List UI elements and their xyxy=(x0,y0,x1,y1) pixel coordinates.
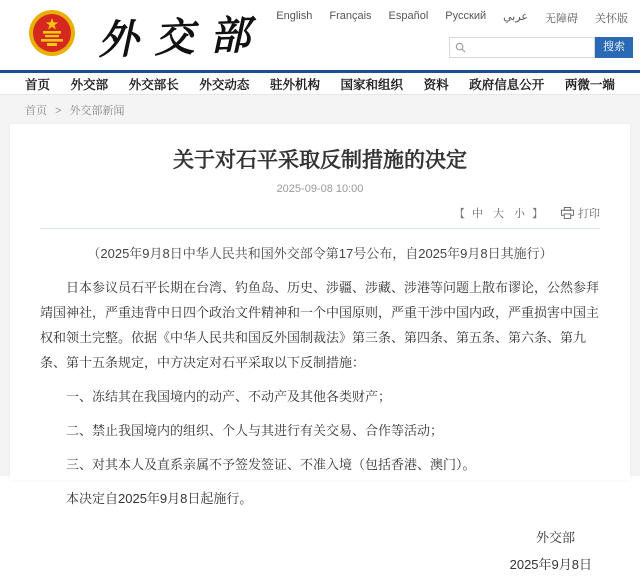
nav-item-minister[interactable]: 外交部长 xyxy=(128,77,179,92)
font-size-medium-button[interactable]: 中 xyxy=(472,208,483,220)
search-button[interactable]: 搜索 xyxy=(595,37,633,58)
paragraph-measure-1: 一、冻结其在我国境内的动产、不动产及其他各类财产； xyxy=(66,389,392,404)
search-bar xyxy=(449,37,633,58)
nav-item-countries-orgs[interactable]: 国家和组织 xyxy=(340,77,404,92)
lang-english[interactable]: English xyxy=(276,10,313,22)
nav-item-diplomatic-activities[interactable]: 外交动态 xyxy=(199,77,250,92)
main-nav xyxy=(0,70,640,95)
article-title: 关于对石平采取反制措施的决定 xyxy=(173,149,467,172)
paragraph-measure-2: 二、禁止我国境内的组织、个人与其进行有关交易、合作等活动； xyxy=(66,423,444,438)
paragraph-main: 日本参议员石平长期在台湾、钓鱼岛、历史、涉疆、涉藏、涉港等问题上散布谬论，公然参拜靖国神社，严重违背中日四个政治文件精神和一个中国原则，严重干涉中国内政，严重损害中国主权和领土完整。依据《中华人民共和国反外国制裁法》第三条、第四条、第五条、第六条、第九条、第十五条规定，中方决定对石平采取以下反制措施： xyxy=(40,280,600,370)
paragraph-effective-date: 本决定自2025年9月8日起施行。 xyxy=(66,491,253,506)
print-button[interactable] xyxy=(561,205,600,221)
nav-item-resources[interactable]: 资料 xyxy=(423,77,449,92)
printer-icon xyxy=(561,207,574,219)
print-label: 打印 xyxy=(578,208,600,220)
site-header xyxy=(0,0,640,70)
publish-datetime: 2025-09-08 10:00 xyxy=(276,183,364,195)
breadcrumb-home[interactable]: 首页 xyxy=(25,105,47,117)
lang-accessibility[interactable]: 无障碍 xyxy=(545,13,578,25)
search-box[interactable] xyxy=(449,37,595,58)
nav-item-gov-info[interactable]: 政府信息公开 xyxy=(469,77,545,92)
font-size-small-button[interactable]: 小 xyxy=(514,208,525,220)
signature-ministry: 外交部 xyxy=(535,530,575,545)
national-emblem-icon xyxy=(28,9,76,57)
font-size-large-button[interactable]: 大 xyxy=(493,208,504,220)
nav-item-missions-abroad[interactable]: 驻外机构 xyxy=(269,77,320,92)
nav-item-social-media[interactable]: 两微一端 xyxy=(564,77,615,92)
search-input[interactable] xyxy=(470,42,589,54)
lang-arabic[interactable]: عربي xyxy=(503,11,528,23)
lang-russian[interactable]: Русский xyxy=(445,10,487,22)
breadcrumb xyxy=(0,95,640,124)
font-size-bracket-close: 】 xyxy=(532,208,543,220)
lang-care-version[interactable]: 关怀版 xyxy=(595,13,628,25)
breadcrumb-current[interactable]: 外交部新闻 xyxy=(69,105,125,117)
font-size-bracket-open: 【 xyxy=(454,208,465,220)
lang-espanol[interactable]: Español xyxy=(388,10,429,22)
article-card xyxy=(10,124,630,572)
breadcrumb-separator: > xyxy=(55,105,62,117)
decree-line: （2025年9月8日中华人民共和国外交部令第17号公布，自2025年9月8日其施行） xyxy=(87,246,553,261)
paragraph-measure-3: 三、对其本人及直系亲属不予签发签证、不准入境（包括香港、澳门）。 xyxy=(66,457,476,472)
language-bar xyxy=(276,10,628,26)
nav-item-home[interactable]: 首页 xyxy=(25,77,51,92)
article-body xyxy=(40,241,600,577)
nav-item-ministry[interactable]: 外交部 xyxy=(70,77,109,92)
article-toolbar xyxy=(40,205,600,229)
ministry-calligraphy-logo: 外交部 xyxy=(97,11,267,64)
lang-francais[interactable]: Français xyxy=(329,10,372,22)
signature-date: 2025年9月8日 xyxy=(509,557,592,572)
search-icon xyxy=(455,42,466,53)
